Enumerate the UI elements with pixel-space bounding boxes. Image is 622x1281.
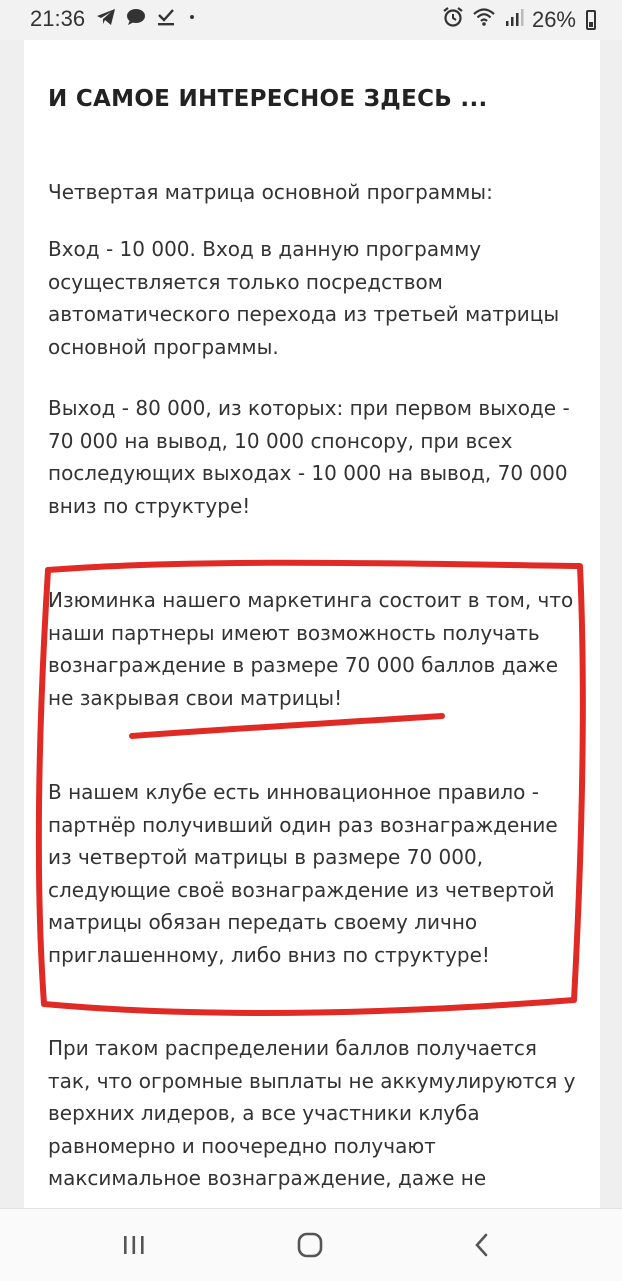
recent-apps-icon (121, 1233, 147, 1257)
paragraph-entry: Вход - 10 000. Вход в данную программу осуществляется только посредством автоматического перехода из третьей матрицы основной программы. (48, 237, 560, 359)
back-icon (472, 1232, 492, 1258)
notification-icons (96, 8, 198, 31)
signal-icon (504, 7, 524, 32)
paragraph-matrix-title: Четвертая матрица основной программы: (48, 180, 493, 204)
chat-bubble-icon (126, 8, 146, 31)
status-bar (0, 0, 622, 40)
wifi-icon (472, 7, 496, 32)
article-heading: И САМОЕ ИНТЕРЕСНОЕ ЗДЕСЬ ... (48, 86, 488, 112)
paragraph-distribution: При таком распределении баллов получается так, что огромные выплаты не аккумулируются у верхних лидеров, а все участники клуба равномерно и поочередно получают максимальное вознаграждение, даже не (48, 1036, 576, 1190)
battery-percent: 26% (531, 6, 576, 32)
system-status-icons (442, 6, 596, 33)
home-button[interactable] (290, 1227, 330, 1263)
paragraph-exit: Выход - 80 000, из которых: при первом выходе - 70 000 на вывод, 10 000 спонсору, при всех последующих выходах - 10 000 на вывод, 70 000 вниз по структуре! (48, 396, 570, 518)
home-icon (296, 1231, 324, 1259)
recent-apps-button[interactable] (114, 1227, 154, 1263)
back-button[interactable] (462, 1227, 502, 1263)
telegram-icon (96, 8, 116, 31)
download-check-icon (156, 8, 176, 31)
dot-icon (186, 8, 198, 31)
battery-icon (586, 10, 596, 30)
article-card (24, 40, 600, 1208)
system-nav-bar (0, 1208, 622, 1281)
paragraph-highlight: Изюминка нашего маркетинга состоит в том, что наши партнеры имеют возможность получать вознаграждение в размере 70 000 баллов даже не закрывая свои матрицы! (48, 588, 574, 710)
paragraph-rule: В нашем клубе есть инновационное правило - партнёр получивший один раз вознаграждение из четвертой матрицы в размере 70 000, следующие своё вознаграждение из четвертой матрицы обязан передать своему лично приглашенному, либо вниз по структуре! (48, 780, 558, 967)
status-time: 21:36 (30, 6, 86, 31)
alarm-icon (442, 6, 464, 33)
